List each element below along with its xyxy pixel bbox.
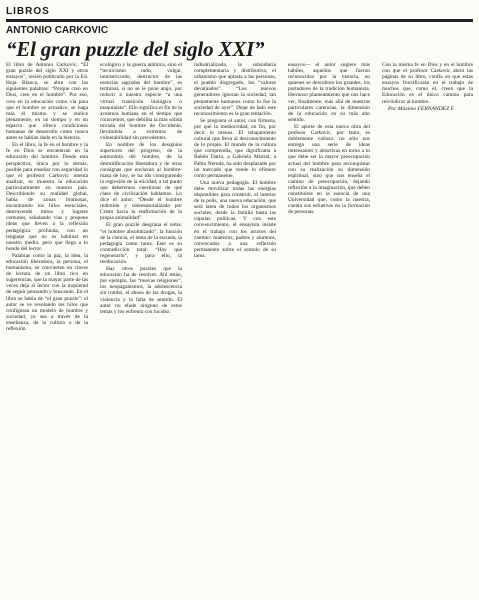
column-2 (100, 62, 182, 594)
column-2-paragraph-2: En nombre de los designios superiores del progreso, de la autonomía del hombre, de la desmitificación liberadora y de otras consignas que enclavan al hombre-masa de hoy, se ha ido consiguiendo la regresión de la eticidad, a tal punto que deberemos cuestionar de qué clase de civilización hablamos. Lo dice el autor: “Desde el hombre redimido y sobrenaturalizado por Cristo hacia la reafirmación de la propia animalidad”. (100, 142, 182, 222)
section-label: LIBROS (6, 6, 50, 17)
article-header (6, 6, 473, 62)
column-3-paragraph-3: Una nueva pedagogía. El hombre debe movilizar todas las energías disponibles para construir, el interior de la polis, una nueva educación, que será tarea de todos los organismos sociales, desde la familia hasta las cúpulas políticas. Y con este convencimiento, el ensayista insiste en el trabajo con los actores del cambio: maestros, padres y alumnos, convocados a una reflexión permanente sobre el sentido de su tarea. (194, 179, 276, 259)
column-4-paragraph-1: ensayos— el autor sugiere más hábiles, aquellos que fueron reconocidos por la historia, en quienes se descubren los grandes, los portadores de la tradición humanista. Hermoso planteamiento que nos hace ver, finalmente, más allá de nuestras particulares carencias, la dimensión de la educación en su más alto sentido. (288, 62, 370, 123)
column-2-paragraph-3: El gran puzzle desgrana el tema: “el hombre absolutizado”, la función de la ciencia, el tema de la escuela, la pedagogía como tarea. Este es su contradicción total: “Hay que regenerarlo”, y para ello, la reeducación. (100, 222, 182, 265)
column-1-paragraph-1: El libro de Antonio Carkovic, “El gran puzzle del siglo XXI y otros ensayos”, recién publicado por la Ed. Hoja Blanca, se abre con las siguientes palabras: “Porque creo en Dios, creo en el hombre”. Por eso, creo en la educación como vía para que el hombre se actualice, se haga más él mismo y se realice plenamente, en un tiempo y en un espacio que ofrece condiciones humanas de desarrollo como nunca antes se habían dado en la historia. (6, 62, 88, 142)
column-1-paragraph-3: Palabras como la paz, la idea, la educación liberadora, la persona, el humanismo, se convierten en claves de lectura de un libro rico en sugerencias, que la mayor parte de las veces deja al lector con la inquietud de seguir pensando y buscando. En el libro se habla de “el gran puzzle”: el autor se ve revelando los hilos que configuran un modelo de hombre y sociedad, ya sea a través de la enseñanza, de la cultura o de la reflexión. (6, 252, 88, 333)
column-3-paragraph-1: industrializada, la subsidiaria complementaria y distributiva, el urbanismo que aplasta a las personas, el pueblo disgregado, los “valores devaluados”. “Los nuevos generadores ignoran la sociedad, tan plenamente humanos como lo fue la sociedad de ayer”. Dejar de lado este reconocimiento es la gran tentación. (194, 62, 276, 117)
column-2-paragraph-4: Hay otros puzzles que la educación ha de resolver. Ahí están, por ejemplo, las “nuevas religiones”, los neopaganismos, la adolescencia sin rumbo, el abuso de las drogas, la violencia y la falta de sentido. El autor no elude ninguno de estos temas y los enfrenta con lucidez. (100, 266, 182, 315)
column-2-paragraph-1: ecológico y la guerra atómica, sino el “tecnicismo rudo, vulgar, inmisericorde, destructor de las esencias sagradas del hombre”, es terminal, si no se le pone atajo, por reducir a nuestra especie “a una virtual transición biológica o maquinista”. Ello significa el fin de la aventura humana en el tiempo que conocemos, que debilita la más sólida mirada del hombre de Occidente, llevándola a extremos de vulnerabilidad sin precedentes. (100, 62, 182, 142)
column-3-paragraph-2: Se pregunta el autor, con firmeza, por qué la mediocridad, en fin, por decir lo menos. El rebajamiento cultural que lleva al desconocimiento de lo propio. El mundo de la cultura que comprendía, que dignificaba a Rubén Darío, a Gabriela Mistral, a Pablo Neruda, ha sido desplazado por un mercado que vende lo efímero como permanente. (194, 117, 276, 179)
article-author: ANTONIO CARKOVIC (6, 25, 109, 36)
review-signature: Por Máximo FERNÁNDEZ F. (388, 105, 455, 112)
article-body (6, 62, 473, 594)
header-rule (6, 19, 473, 22)
column-5 (382, 62, 473, 594)
column-3 (194, 62, 276, 594)
column-5-paragraph-1: Con la misma fe en Dios y en el hombre con que el profesor Carkovic abrió las páginas de su libro, confía en que estas ensayos fructificarán en el trabajo de muchos que, como él, creen que la Educación es el único camino para reivindicar al hombre. (382, 62, 473, 105)
column-1 (6, 62, 88, 594)
column-4-paragraph-2: El aporte de esta nueva obra del profesor Carkovic, por tanto, es doblemente valioso: no sólo nos entrega una serie de ideas interesantes y atractivas en torno a lo que debe ser la mayor preocupación actual del hombre para reconquistar con su realización su dimensión espiritual, sino que nos enseña el camino de preocupación, dejando reflexión a la imaginación, que deben constituirse en la esencia de una Universidad que, como la nuestra, cuenta sus esfuerzos en la formación de personas. (288, 123, 370, 216)
column-4 (288, 62, 370, 594)
column-1-paragraph-2: En el libro, la fe en el hombre y la fe en Dios se encuentran en la educación del hombre. Desde esta perspectiva, única por lo demás, posible para enseñar con seguridad lo que el profesor Carkovic intenta analizar, se muestra la educación particularmente en nuestro país. Describiendo su realidad global, habla de zonas brumosas, encontrando los hilos esenciales, destruyendo mitos y lugares comunes, señalando vías y propone ideas que lleven a la reflexión pedagógica profunda, con un lenguaje que no es habitual en nuestro medio, pero que llega a lo hondo del lector. (6, 142, 88, 252)
article-title: “El gran puzzle del siglo XXI” (6, 37, 265, 61)
